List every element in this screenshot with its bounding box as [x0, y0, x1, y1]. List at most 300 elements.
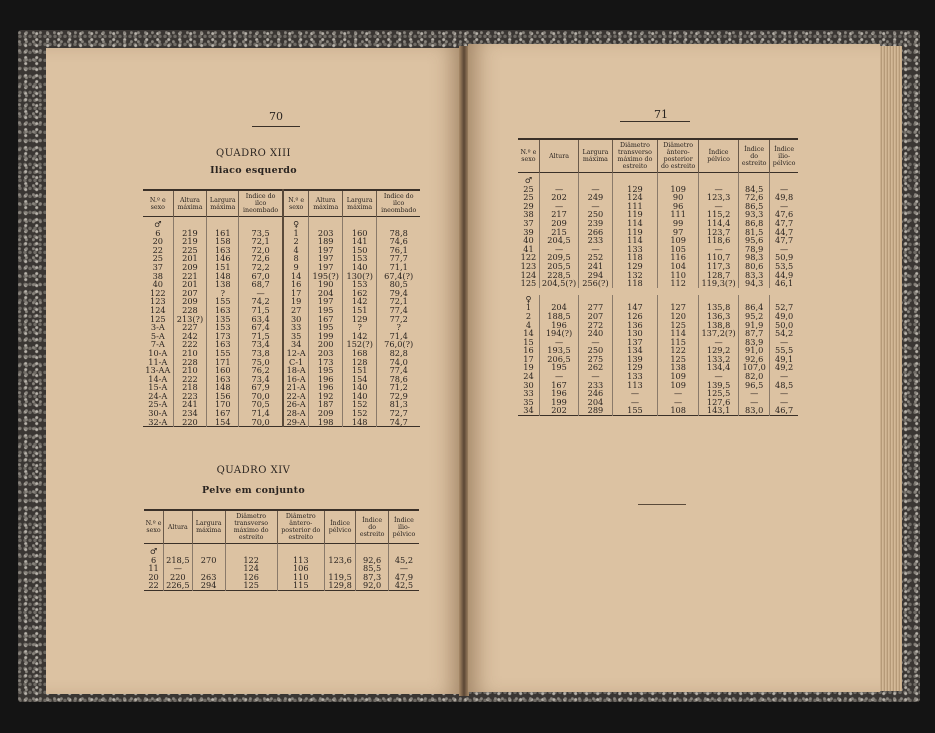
table-cell: 109 — [658, 236, 699, 245]
table-cell — [239, 217, 283, 229]
table-cell: — — [539, 185, 578, 194]
table-cell: 38 — [523, 209, 534, 220]
table-cell: — — [658, 398, 699, 407]
table-cell: 138 — [207, 280, 239, 289]
table-cell: 15-A — [148, 382, 168, 393]
table-cell: 33 — [283, 323, 309, 332]
table-cell: 74,2 — [239, 297, 283, 306]
table-cell: — — [739, 398, 770, 407]
table-cell: 141 — [343, 237, 377, 246]
table-cell: 266 — [579, 228, 613, 237]
table-cell — [388, 544, 419, 556]
table-cell: 167 — [309, 315, 343, 324]
table-cell: 163 — [207, 246, 239, 255]
table-cell: 49,2 — [770, 363, 798, 372]
table-cell: — — [770, 245, 798, 254]
table-cell: 77,4 — [377, 366, 420, 375]
table-cell: 30 — [523, 379, 534, 390]
table-cell: 14-A — [148, 373, 168, 384]
column-header: N.º e sexo — [283, 190, 309, 217]
table-cell: 109 — [658, 381, 699, 390]
table-cell: 34 — [283, 340, 309, 349]
table-cell: 44,7 — [770, 228, 798, 237]
table-cell: 187 — [309, 400, 343, 409]
table-cell: 87,7 — [739, 329, 770, 338]
table-cell: ♀ — [525, 293, 532, 304]
table-cell: 250 — [579, 346, 613, 355]
table-cell: 199 — [309, 332, 343, 341]
table-cell: 152 — [343, 409, 377, 418]
table-cell: 11 — [148, 563, 159, 574]
table-cell: 14 — [283, 272, 309, 281]
table-cell: 124 — [520, 269, 537, 280]
table-cell: 18-A — [283, 366, 309, 375]
table-cell: 220 — [164, 573, 192, 582]
table-cell: 72,1 — [377, 297, 420, 306]
table-cell: 73,5 — [239, 229, 283, 238]
table-cell: 209 — [539, 219, 578, 228]
table-cell: ♂ — [524, 175, 533, 185]
table-cell: 222 — [173, 375, 207, 384]
table-cell: 162 — [343, 289, 377, 298]
column-header: Índice ilio-pélvico — [770, 139, 798, 173]
table-cell: 142 — [343, 332, 377, 341]
table-title: QUADRO XIII — [216, 148, 291, 159]
column-header: Índice do estreito — [739, 139, 770, 173]
table-cell: 3-A — [150, 322, 165, 333]
table-cell: 153 — [343, 280, 377, 289]
table-subtitle: Iliaco esquerdo — [210, 165, 297, 176]
table-cell: 41 — [523, 243, 534, 254]
table-cell: 140 — [343, 383, 377, 392]
table-cell: 70,0 — [239, 392, 283, 401]
table-cell: 1 — [525, 302, 532, 313]
table-cell: — — [699, 338, 739, 347]
table-cell: 77,7 — [377, 254, 420, 263]
end-rule — [638, 504, 686, 505]
table-row — [518, 406, 798, 415]
table-cell: 155 — [612, 406, 657, 415]
table-cell: 53,5 — [770, 262, 798, 271]
table-cell: 1 — [283, 229, 309, 238]
table-cell: 155 — [207, 297, 239, 306]
table-cell: 217 — [539, 210, 578, 219]
table-cell: 4 — [525, 319, 532, 330]
table-cell: 114,4 — [699, 219, 739, 228]
table-cell: ? — [377, 323, 420, 332]
table-row — [143, 217, 420, 229]
table-cell: 96 — [658, 202, 699, 211]
table-cell — [539, 173, 578, 185]
table-cell: 160 — [343, 229, 377, 238]
table-cell: 137,2(?) — [699, 329, 739, 338]
table-cell: 22 — [152, 244, 164, 255]
table-cell: 115 — [277, 581, 324, 590]
table-cell: 76,2 — [239, 366, 283, 375]
table-cell: 209 — [173, 263, 207, 272]
table-cell: 197 — [309, 263, 343, 272]
table-cell: 106 — [277, 564, 324, 573]
table-cell: 195 — [539, 363, 578, 372]
table-cell: 97 — [658, 228, 699, 237]
table-cell: 81,5 — [739, 228, 770, 237]
table-cell: 74,6 — [377, 237, 420, 246]
table-cell: 40 — [152, 279, 164, 290]
table-cell: 196 — [309, 375, 343, 384]
table-cell — [377, 217, 420, 229]
table-cell: 29-A — [283, 418, 309, 427]
table-cell: 22 — [148, 580, 159, 591]
table-cell: — — [699, 185, 739, 194]
quadro-xiii-table — [143, 189, 420, 427]
table-cell: 116 — [658, 253, 699, 262]
table-cell: — — [612, 389, 657, 398]
pelvis-measurements-table — [518, 138, 798, 416]
table-cell: 263 — [192, 573, 225, 582]
table-cell: 294 — [579, 271, 613, 280]
table-cell: 16 — [523, 345, 534, 356]
table-cell: 219 — [173, 229, 207, 238]
column-header: Diâmetro ântero-posterior do estreito — [658, 139, 699, 173]
table-cell: 206,5 — [539, 355, 578, 364]
table-cell: 25-A — [148, 399, 168, 410]
table-cell: 24-A — [148, 390, 168, 401]
table-cell — [356, 544, 389, 556]
table-cell: 272 — [579, 321, 613, 330]
table-cell: 195(?) — [309, 272, 343, 281]
group-spacer — [518, 288, 798, 295]
table-cell: 72,6 — [239, 254, 283, 263]
table-cell: — — [612, 398, 657, 407]
table-cell: — — [579, 372, 613, 381]
table-cell: 72,6 — [739, 193, 770, 202]
table-cell: 2 — [283, 237, 309, 246]
table-cell: 94,3 — [739, 279, 770, 288]
table-cell: 80,6 — [739, 262, 770, 271]
table-cell: 241 — [579, 262, 613, 271]
table-cell: 68,7 — [239, 280, 283, 289]
table-cell: 71,1 — [377, 263, 420, 272]
table-cell: 124 — [149, 304, 166, 315]
table-cell: 221 — [173, 272, 207, 281]
table-cell: 29 — [523, 200, 534, 211]
table-cell: 220 — [173, 418, 207, 427]
table-cell: 25 — [523, 183, 534, 194]
table-cell: 133 — [612, 245, 657, 254]
table-cell: 84,5 — [739, 185, 770, 194]
table-cell: 107,0 — [739, 363, 770, 372]
table-cell: — — [699, 202, 739, 211]
table-cell: 241 — [173, 400, 207, 409]
column-header: Diâmetro transverso máximo do estreito — [225, 510, 277, 544]
table-cell: 204 — [579, 398, 613, 407]
table-cell: 92,6 — [739, 355, 770, 364]
table-cell: 5-A — [150, 330, 165, 341]
column-header: Largura máxima — [343, 190, 377, 217]
table-cell: 6 — [155, 227, 161, 238]
table-cell: 138 — [658, 363, 699, 372]
table-cell: 136,3 — [699, 312, 739, 321]
table-cell: 202 — [539, 406, 578, 415]
table-cell: 143,1 — [699, 406, 739, 415]
table-cell: 225 — [173, 246, 207, 255]
table-cell: 163 — [207, 306, 239, 315]
table-cell: 129 — [612, 363, 657, 372]
table-cell: 138,8 — [699, 321, 739, 330]
table-cell: 128 — [343, 358, 377, 367]
table-cell: 16-A — [283, 375, 309, 384]
column-header: Largura máxima — [192, 510, 225, 544]
table-cell: 133 — [612, 372, 657, 381]
table-cell: 111 — [612, 202, 657, 211]
table-cell: 35 — [523, 396, 534, 407]
table-cell: 67,9 — [239, 383, 283, 392]
table-cell: 133,2 — [699, 355, 739, 364]
table-cell — [277, 544, 324, 556]
table-cell: 72,7 — [377, 409, 420, 418]
table-cell — [343, 217, 377, 229]
table-cell: 9 — [283, 263, 309, 272]
table-cell: 198 — [309, 418, 343, 427]
table-cell: 240 — [579, 329, 613, 338]
table-cell: 117,3 — [699, 262, 739, 271]
table-cell: 188,5 — [539, 312, 578, 321]
table-cell: 202 — [539, 193, 578, 202]
column-header: Altura — [539, 139, 578, 173]
column-header: Índice pélvico — [699, 139, 739, 173]
page-number: 70 — [269, 110, 283, 123]
table-cell: 125 — [658, 321, 699, 330]
table-cell: 6 — [150, 554, 157, 565]
table-cell: — — [699, 372, 739, 381]
table-cell: 47,7 — [770, 219, 798, 228]
table-cell: 201 — [173, 280, 207, 289]
table-cell: 113 — [612, 381, 657, 390]
table-subtitle: Pelve em conjunto — [202, 485, 305, 496]
table-cell: 22-A — [283, 392, 309, 401]
table-cell: ♂ — [149, 546, 158, 556]
table-cell: 73,4 — [239, 375, 283, 384]
table-cell: 197 — [309, 246, 343, 255]
table-cell: 91,9 — [739, 321, 770, 330]
table-cell: 129,2 — [699, 346, 739, 355]
table-cell: 205,5 — [539, 262, 578, 271]
table-cell: 209,5 — [539, 253, 578, 262]
table-cell: 124 — [612, 193, 657, 202]
table-cell: 200 — [309, 340, 343, 349]
column-header: Índice do estreito — [356, 510, 389, 544]
table-cell: 210 — [173, 349, 207, 358]
page-edges — [880, 46, 902, 691]
table-cell: 123 — [520, 260, 537, 271]
table-cell: 76,1 — [377, 246, 420, 255]
table-cell: 171 — [207, 358, 239, 367]
table-cell: 119,3(?) — [699, 279, 739, 288]
table-cell: 252 — [579, 253, 613, 262]
table-cell: 21-A — [283, 383, 309, 392]
table-cell: 85,5 — [356, 564, 389, 573]
table-cell: 134 — [612, 346, 657, 355]
table-cell: 98,3 — [739, 253, 770, 262]
table-cell: 17 — [523, 353, 534, 364]
table-cell: 50,0 — [770, 321, 798, 330]
table-cell: 16 — [283, 280, 309, 289]
table-cell: 127,6 — [699, 398, 739, 407]
table-cell: 118 — [612, 253, 657, 262]
table-cell: 213(?) — [173, 315, 207, 324]
table-cell: 222 — [173, 340, 207, 349]
table-cell: 46,7 — [770, 406, 798, 415]
table-cell: 110 — [658, 271, 699, 280]
table-cell: 151 — [343, 366, 377, 375]
table-cell: 246 — [579, 389, 613, 398]
table-cell: 110 — [277, 573, 324, 582]
table-cell: 115,2 — [699, 210, 739, 219]
table-cell: 125 — [225, 581, 277, 590]
table-cell: 72,0 — [239, 246, 283, 255]
table-cell: 4 — [283, 246, 309, 255]
table-cell: 37 — [523, 217, 534, 228]
table-cell: 70,0 — [239, 418, 283, 427]
column-header: N.º e sexo — [149, 196, 166, 211]
table-row — [518, 279, 798, 288]
table-cell: 142 — [343, 297, 377, 306]
table-cell: 63,4 — [239, 315, 283, 324]
table-cell: 24 — [523, 371, 534, 382]
table-cell: 108 — [658, 406, 699, 415]
table-cell: 72,9 — [377, 392, 420, 401]
table-cell: 83,3 — [739, 271, 770, 280]
table-cell: 48,5 — [770, 381, 798, 390]
page-number-rule — [252, 126, 300, 127]
column-header: N.º e sexo — [145, 520, 162, 534]
table-cell: 83,0 — [739, 406, 770, 415]
table-cell: 17 — [283, 289, 309, 298]
table-cell: 78,8 — [377, 229, 420, 238]
table-cell: 190 — [309, 280, 343, 289]
table-cell: 129 — [612, 262, 657, 271]
table-cell: — — [658, 389, 699, 398]
table-cell: 19 — [283, 297, 309, 306]
table-cell: 135,8 — [699, 303, 739, 312]
table-cell: 105 — [658, 245, 699, 254]
table-cell: 75,0 — [239, 358, 283, 367]
table-cell: 91,0 — [739, 346, 770, 355]
table-cell: 249 — [579, 193, 613, 202]
table-cell: 204 — [309, 289, 343, 298]
table-cell: 35 — [283, 332, 309, 341]
table-cell: 8 — [283, 254, 309, 263]
page-number: 71 — [654, 108, 668, 121]
table-cell: — — [699, 245, 739, 254]
column-header: Altura máxima — [173, 190, 207, 217]
table-cell: 239 — [579, 219, 613, 228]
table-cell: 204 — [539, 303, 578, 312]
table-cell: 167 — [207, 409, 239, 418]
table-cell: 196 — [539, 321, 578, 330]
table-cell: 78,6 — [377, 375, 420, 384]
table-cell: 233 — [579, 381, 613, 390]
table-cell: 154 — [343, 375, 377, 384]
table-cell: 47,9 — [388, 573, 419, 582]
table-cell: 90 — [658, 193, 699, 202]
table-cell: 168 — [343, 349, 377, 358]
table-cell: 47,7 — [770, 236, 798, 245]
table-cell: 67,4 — [239, 323, 283, 332]
table-cell: 219 — [173, 237, 207, 246]
table-cell: 147 — [612, 303, 657, 312]
table-cell: — — [539, 202, 578, 211]
table-cell: 2 — [525, 310, 532, 321]
table-cell: 146 — [207, 254, 239, 263]
table-cell: — — [539, 338, 578, 347]
table-cell: 99 — [658, 219, 699, 228]
table-cell: 152(?) — [343, 340, 377, 349]
page-number-rule — [620, 121, 690, 122]
table-cell: 34 — [523, 405, 534, 416]
table-cell: 227 — [173, 323, 207, 332]
quadro-xiv-table — [144, 509, 419, 591]
table-cell: 40 — [523, 235, 534, 246]
table-cell: 204,5 — [539, 236, 578, 245]
table-cell: 199 — [539, 398, 578, 407]
table-cell: 139 — [612, 355, 657, 364]
table-cell: 228 — [173, 306, 207, 315]
table-cell: 130 — [612, 329, 657, 338]
table-cell: 139,5 — [699, 381, 739, 390]
table-cell: 126 — [612, 312, 657, 321]
table-cell: 67,4(?) — [377, 272, 420, 281]
table-cell: 54,2 — [770, 329, 798, 338]
table-cell: 256(?) — [579, 279, 613, 288]
table-cell: 125 — [149, 313, 166, 324]
table-cell: 294 — [192, 581, 225, 590]
table-cell: 207 — [173, 289, 207, 298]
table-cell — [770, 173, 798, 185]
table-cell: 215 — [539, 228, 578, 237]
table-cell: — — [770, 398, 798, 407]
table-cell: — — [770, 185, 798, 194]
table-cell: 134,4 — [699, 363, 739, 372]
table-cell: 122 — [225, 556, 277, 565]
table-cell: 128,7 — [699, 271, 739, 280]
table-cell: 132 — [612, 271, 657, 280]
table-cell: 136 — [612, 321, 657, 330]
table-cell: 228,5 — [539, 271, 578, 280]
table-cell: 234 — [173, 409, 207, 418]
table-cell: 140 — [343, 263, 377, 272]
column-header: Largura máxima — [579, 139, 613, 173]
table-cell: 125,5 — [699, 389, 739, 398]
table-cell: 125 — [658, 355, 699, 364]
table-cell: 82,8 — [377, 349, 420, 358]
table-cell: 49,1 — [770, 355, 798, 364]
table-cell: — — [579, 338, 613, 347]
table-cell — [173, 217, 207, 229]
table-cell: 110,7 — [699, 253, 739, 262]
table-cell: 109 — [658, 372, 699, 381]
column-header: Índice pélvico — [324, 510, 355, 544]
table-cell: 104 — [658, 262, 699, 271]
table-cell: 82,0 — [739, 372, 770, 381]
table-cell: 173 — [207, 332, 239, 341]
table-cell: 153 — [207, 323, 239, 332]
table-cell: 226,5 — [164, 581, 192, 590]
table-cell: 150 — [343, 246, 377, 255]
table-cell: 25 — [523, 192, 534, 203]
table-cell: 86,8 — [739, 219, 770, 228]
table-cell: 42,5 — [388, 581, 419, 590]
